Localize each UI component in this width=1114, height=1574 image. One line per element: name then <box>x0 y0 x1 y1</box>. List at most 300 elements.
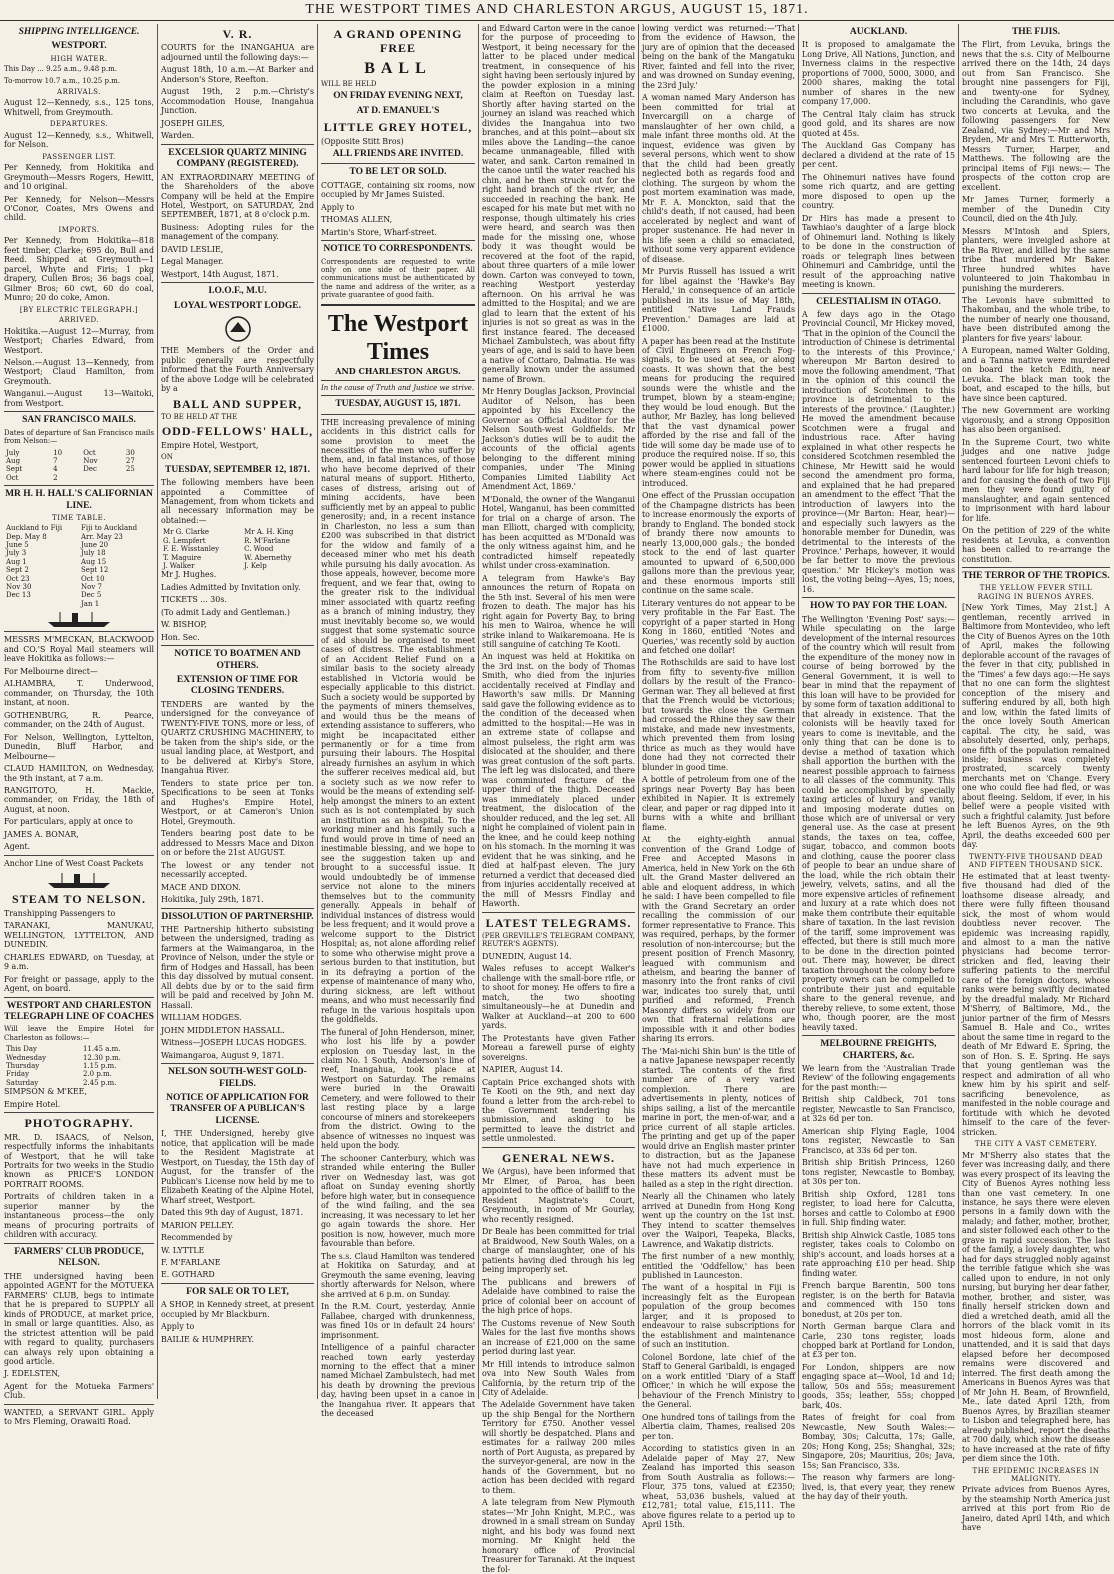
section-heading: THE TERROR OF THE TROPICS. <box>962 571 1110 582</box>
text: Intelligence of a painful character reached town early yesterday morning to the effect that a miner named Michael Zambulstech, had met his death by drowning the previous day, having been upset in a canoe in the Inangahua river. It appears that the deceased <box>321 1343 475 1419</box>
text: The first number of a new monthly, entitled the 'Oddfellow,' has been published in Launceston. <box>642 1252 795 1280</box>
text: (To admit Lady and Gentleman.) <box>161 607 291 617</box>
section-heading: AT D. EMANUEL'S <box>356 105 440 116</box>
table-cell: W. Abernethy <box>244 553 292 562</box>
text: Agent for the Motueka Farmers' Club. <box>4 1381 154 1401</box>
text: Private advices from Buenos Ayres, by the steamship North America just arrived at this port from Rio de Janeiro, dated April 14th, and which have <box>962 1485 1110 1533</box>
section-heading: NOTICE OF APPLICATION FOR TRANSFER OF A PUBLICAN'S LICENSE. <box>166 1093 309 1126</box>
table-row <box>161 562 314 570</box>
table-row <box>4 1062 154 1070</box>
section-heading: NOTICE TO BOATMEN AND OTHERS. <box>174 649 301 671</box>
section-heading: NELSON SOUTH-WEST GOLD-FIELDS. <box>168 1067 307 1089</box>
table-cell: T. Maguire <box>163 553 202 562</box>
text: A woman named Mary Anderson has been committed for trial at Invercargill on a charge of manslaughter of her own child, a male infant three months old. At the inquest, evidence was given by several persons, which went to show that the child had been greatly neglected both as regards food and clothing. The surgeon by whom the post mortem examination was made, Mr F. A. Monckton, said that the child's death, if not caused, had been accelerated by neglect and want of proper sustenance. He had never in his life seen a child so emaciated, without some very apparent evidence of disease. <box>642 93 795 264</box>
subheading: PASSENGER LIST. <box>42 152 116 161</box>
section-heading: TO BE LET OR SOLD. <box>349 167 447 178</box>
text: JOHN MIDDLETON HASSALL. <box>161 1025 285 1035</box>
divider <box>802 597 955 598</box>
section-heading: CELESTIALISM IN OTAGO. <box>816 296 941 307</box>
divider <box>161 144 314 145</box>
divider <box>321 414 475 415</box>
table-row <box>4 449 154 457</box>
subheading: TWENTY-FIVE THOUSAND DEAD AND FIFTEEN THOUSAND SICK. <box>968 852 1104 870</box>
subheading: HIGH WATER. <box>50 54 108 63</box>
table-row <box>4 533 154 541</box>
section-heading: TUESDAY, SEPTEMBER 12, 1871. <box>164 464 310 475</box>
section-heading: SAN FRANCISCO MAILS. <box>22 415 136 426</box>
text: Mr J. Hughes. <box>161 570 217 580</box>
text: An inquest was held at Hokitika on the 3rd inst. on the body of Thomas Smith, who died from the injuries accidentally received at Findlay and Haworth's saw mills. Dr Manning said gave the following evidence as to the condition of the deceased when admitted to the hospital:—He was in an extreme state of collapse and almost pulseless, the right arm was dislocated at the shoulder, and there was great contusion of the soft parts. The left leg was dislocated, and there was comminuted fracture of the upper third of the thigh. Deceased was immediately placed under treatment, the dislocation of the shoulder reduced, and the leg set. All night he complained of violent pain in the knee, and he could keep nothing on his stomach. In the morning it was evident that he was sinking, and he died at half-past eleven. The jury returned a verdict that deceased died from injuries accidentally received at the mill of Messrs Findlay and Haworth. <box>482 652 635 909</box>
text: Captain Price exchanged shots with Te Kooti on the 9th, and next day found a letter from the arch-rebel to the Government tendering his submission, and asking to be permitted to leave the district and settle unmolested. <box>482 1077 635 1144</box>
lodge-emblem-icon <box>218 314 258 344</box>
text: Dr Beale has been committed for trial at Braidwood, New South Wales, on a charge of manslaughter, one of his patients having died through his leg being improperly set. <box>482 1227 635 1275</box>
table-row <box>4 1079 154 1087</box>
table-row <box>161 545 314 553</box>
text: August 12—Kennedy, s.s., Whitwell, for Nelson. <box>4 130 154 150</box>
text: August 19th, 2 p.m.—Christy's Accommodation House, Inangahua Junction. <box>161 87 314 116</box>
text: (PER GREVILLE'S TELEGRAM COMPANY, REUTER'S AGENTS). <box>482 931 635 949</box>
table-cell: J. Kelp <box>244 562 267 570</box>
section-heading: EXTENSION OF TIME FOR CLOSING TENDERS. <box>176 675 299 697</box>
text: THE Members of the Order and public generally are respectfully informed that the Fourth Anniversary of the above Lodge will be celebrated by a <box>161 346 314 394</box>
table-cell: Oct <box>6 473 19 482</box>
text: Per Kennedy, from Hokitika—818 feet timber, Clarke; 695 do, Bull and Reed. Shipped at Greymouth—1 parcel, Whyte and Firis; 1 pkg drapery, Cullen Bros; 36 bags coal, Gilmer Bros; 60 cwt, 60 do coal, Munro; 20 do coke, Amon. <box>4 236 154 303</box>
banner-subtitle: AND CHARLESTON ARGUS. <box>335 366 461 377</box>
section-heading: THE FIJIS. <box>1011 27 1061 37</box>
text: Hon. Sec. <box>161 632 200 642</box>
table-row <box>4 524 154 532</box>
text: I, THE Undersigned, hereby give notice, that application will be made to the Resident Magistrate at Westport, on Tuesday, the 15th day of August, for the transfer of the Publican's License now held by me to Elizabeth Keating of the Alpine Hotel, Wharf street, Westport. <box>161 1129 314 1205</box>
divider <box>962 567 1110 568</box>
table-row <box>4 1045 154 1053</box>
text: THOMAS ALLEN, <box>321 215 393 225</box>
divider <box>802 293 955 294</box>
text: The publicans and brewers of Adelaide have combined to raise the price of colonial beer on account of the high price of hops. <box>482 1277 635 1316</box>
text: Dr Hirs has made a present to Tawhiao's daughter of a large block of Ohinemuri land. Nothing is likely to be done in the construction of roads or telegraph lines between Ohinemuri and Cambridge, until the result of the approaching native meeting is known. <box>802 213 955 290</box>
section-heading: LITTLE GREY HOTEL, <box>323 120 473 135</box>
section-heading: FARMERS' CLUB PRODUCE, NELSON. <box>14 1246 144 1269</box>
table-cell: Dec 13 <box>6 591 31 600</box>
text: The Levonis have submitted to Thakombau, and the whole tribe, to the number of nearly one thousand, have been distributed among the planters for five years' labour. <box>962 295 1110 343</box>
divider <box>4 411 154 412</box>
table-row <box>4 558 154 566</box>
table-cell <box>81 474 124 482</box>
text: Legal Manager. <box>161 257 224 267</box>
text: British ship Caldbeck, 701 tons register, Newcastle to San Francisco, at 32s 6d per ton. <box>802 1095 955 1124</box>
table-cell: 1.15 p.m. <box>82 1062 117 1070</box>
text: Wales refuses to accept Walker's challenge with the small-bore rifle, or to shoot for money. He offers to fire a match, the two shooting simultaneously—he at Dunedin and Walker at Auckland—at 200 to 600 yards. <box>482 964 635 1031</box>
text: For London, shippers are now engaging space at—Wool, 1d and 1d; tallow, 50s and 55s; measurement goods, 35s; leather, 55s; chopped bark, 40s. <box>802 1362 955 1410</box>
table-cell: Aug 1 <box>6 557 27 566</box>
text: CHARLES EDWARD, on Tuesday, at 9 a.m. <box>4 952 154 972</box>
divider <box>482 912 635 913</box>
text: We (Argus), have been informed that Mr Elmer, of Paroa, has been appointed to the office of bailiff to the Resident Magistrate's Court, Greymouth, in room of Mr Gourlay, who recently resigned. <box>482 1167 635 1224</box>
text: A late telegram from New Plymouth states—'Mr John Knight, M.P.C., was drowned in a small stream on Sunday night, and his body was found next morning. Mr Knight held the honorary office of Provincial Treasurer for Taranaki. At the inquest the fol- <box>482 1498 635 1574</box>
text: One effect of the Prussian occupation of the Champagne districts has been to increase enormously the exports of brandy to England. The bonded stock of brandy there now amounts to nearly 13,000,000 gals.; the bonded stock to the end of last quarter amounted to upward of 6,500,000 gallons more than the previous year, and these enormous imports still continue on the same scale. <box>642 491 795 596</box>
section-heading: FOR SALE OR TO LET, <box>186 1286 289 1297</box>
text: Apply to <box>161 1322 195 1332</box>
text: TO BE HELD AT THE <box>161 412 238 421</box>
table-cell: Sept 12 <box>81 566 109 575</box>
text: SIMPSON & M'KEE, <box>4 1087 87 1097</box>
table-row <box>4 1054 154 1062</box>
section-heading: ALL FRIENDS ARE INVITED. <box>332 149 464 160</box>
table-cell: July 3 <box>6 549 27 558</box>
text: Agent. <box>4 842 31 852</box>
divider <box>161 1063 314 1064</box>
text: The Ohinemuri natives have found some rich quartz, and are getting more disposed to open up the country. <box>802 172 955 211</box>
text: The Customs revenue of New South Wales for the last five months shows an increase of £21,000 on the same period during last year. <box>482 1318 635 1357</box>
text: American ship Flying Eagle, 1004 tons register, Newcastle to San Francisco, at 33s 6d per ton. <box>802 1126 955 1155</box>
text: French barque Barentin, 500 tons register, is on the berth for Batavia and commenced with 150 tons bonedust, at 20s per ton. <box>802 1281 955 1319</box>
text: Nelson.—August 13—Kennedy, from Westport; Claud Hamilton, from Greymouth. <box>4 357 154 386</box>
text: Colonel Bordone, late chief of the Staff to General Garibaldi, is engaged on a work entitled 'Diary of a Staff Officer,' in which he will expose the behaviour of the French Ministry to the General. <box>642 1352 795 1410</box>
section-heading: GENERAL NEWS. <box>501 1150 616 1165</box>
table-cell: Oct 23 <box>6 574 30 583</box>
text: NAPIER, August 14. <box>482 1065 563 1075</box>
text: JAMES A. BONAR, <box>4 829 79 839</box>
divider <box>321 395 475 396</box>
text: MARION PELLEY. <box>161 1220 234 1230</box>
table-cell: 25 <box>125 465 135 474</box>
text: August 18th, 10 a.m.—At Barker and Anderson's Store, Reefton. <box>161 65 314 84</box>
table-cell: Arr. May 23 <box>81 532 123 541</box>
committee-table <box>161 528 314 570</box>
text: The 'Mai-nichi Shin bun' is the title of a native Japanese newspaper recently started. The contents of the first number are of a very varied complexion. There are advertisements in plenty, notices of ships sailing, a list of the mercantile marine in port, the men-of-war, and a price current of all staple articles. The printing and get up of the paper would drive an English master printer to distraction, but as the Japanese have not had much experience in these matters its advent must be hailed as a step in the right direction. <box>642 1046 795 1189</box>
subheading: THE CITY A VAST CEMETERY. <box>974 1140 1098 1149</box>
text: DUNEDIN, August 14. <box>482 951 572 961</box>
text: Will leave the Empire Hotel for Charleston as follows:— <box>4 1025 154 1042</box>
section-heading: NOTICE TO CORRESPONDENTS. <box>323 244 473 255</box>
table-cell: July 18 <box>81 549 106 558</box>
text: Correspondents are requested to write only on one side of their paper. All communications must be authenticated by the name and address of the writer, as a private guarantee of good faith. <box>321 257 475 300</box>
section-heading: DISSOLUTION OF PARTNERSHIP. <box>161 911 314 922</box>
table-cell: This Day <box>6 1045 37 1054</box>
column-rule <box>958 24 959 1399</box>
text: TICKETS ... 30s. <box>161 595 227 605</box>
table-row <box>4 457 154 465</box>
steamship-icon <box>44 871 114 889</box>
divider <box>802 1035 955 1036</box>
text: This Day ... 9.25 a.m., 9.48 p.m. <box>4 65 118 74</box>
text: (Opposite Stitt Bros) <box>321 136 404 146</box>
text: Recommended by <box>161 1233 233 1243</box>
text: For freight or passage, apply to the Agent, on board. <box>4 974 154 994</box>
text: MACE AND DIXON. <box>161 882 241 892</box>
divider <box>4 485 154 486</box>
divider <box>482 1147 635 1148</box>
text: Empire Hotel, Westport, <box>161 440 259 450</box>
divider <box>4 1243 154 1244</box>
text: British ship Alnwick Castle, 1085 tons register, takes coals to Colombo on ship's account, and loads horses at a rate approaching £10 per head. Ship finding water. <box>802 1230 955 1278</box>
table-cell: 11.45 a.m. <box>82 1045 121 1054</box>
text: W. BISHOP, <box>161 620 207 630</box>
text: WILL BE HELD <box>321 79 377 88</box>
column-rule <box>478 24 479 1399</box>
section-heading: ODD-FELLOWS' HALL, <box>161 424 314 439</box>
section-heading: SHIPPING INTELLIGENCE. <box>18 27 140 37</box>
table-cell: July <box>6 448 20 457</box>
text: COURTS for the INANGAHUA are adjourned until the following days:— <box>161 43 314 62</box>
text: The Auckland Gas Company has declared a dividend at the rate of 15 per cent. <box>802 141 955 170</box>
text: RANGITOTO, H. Mackie, commander, on Friday, the 18th of August, at noon. <box>4 786 154 814</box>
text: and Edward Carton were in the canoe for the purpose of proceeding to Westport, it being necessary for the latter to be placed under medical treatment, in consequence of his sight having been seriously injured by the powder explosion in a mining claim at Reefton on Tuesday last. Shortly after having started on the journey an island was reached which divides the Inangahua into two branches, and at this point—about six miles above the Landing—the canoe became unmanageable, filled with water, and sank. Carton remained in the canoe until the water reached his chin, and he then struck out for the right hand branch of the river, and succeeded in reaching the bank. He escaped for his mate but met with no response, though ultimately his cries were heard, and search was then made for the missing one, whose body it was thought would be recovered at the foot of the rapid, about three quarters of a mile lower down. Carton was conveyed to town, reaching Westport yesterday afternoon. On his arrival he was admitted to the Hospital; and we are glad to learn that the extent of his injuries is not so great as was in the first instance feared. The deceased Michael Zambulstech, was about fifty years of age, and is said to have been a native of Cottaro, Dalmatia. He was generally known under the assumed name of Brown. <box>482 24 635 384</box>
coach-table <box>4 1045 154 1087</box>
text: Per Kennedy, from Hokitika and Greymouth—Messrs Rogers, Hewitt, and 10 original. <box>4 163 154 192</box>
text: ALHAMBRA, T. Underwood, commander, on Thursday, the 10th instant, at noon. <box>4 679 154 708</box>
column-rule <box>798 24 799 1399</box>
table-row <box>4 465 154 473</box>
table-row <box>4 575 154 583</box>
table-cell: Mr G. Clarke <box>163 528 210 537</box>
table-cell: Sept <box>6 465 23 474</box>
text: ON <box>161 453 173 462</box>
divider <box>321 240 475 241</box>
table-cell: June 20 <box>81 541 109 550</box>
text: The Adelaide Government have taken up the ship Bengal for the Northern Territory for £750. Another vessel will shortly be despatched. Plans and estimates for a railway 200 miles north of Port Augusta, as prepared by the surveyor-general, are now in the hands of the Government, but no action has been decided with regard to them. <box>482 1400 635 1495</box>
text: A bottle of petroleum from one of the springs near Poverty Bay has been exhibited in Napier. It is extremely clear, and paper or rag dipped into it burns with a white and brilliant flame. <box>642 775 795 832</box>
sf-mail-table <box>4 449 154 483</box>
text: A SHOP, in Kennedy street, at present occupied by Mr Blackburn. <box>161 1300 314 1319</box>
text: A few days ago in the Otago Provincial Council, Mr Hickey moved, 'That in the opinion of the Council the introduction of Chinese is detrimental to the interests of this Province,' whereupon Mr Barton desired to move the following amendment, 'That in the opinion of this council the introduction of Scotchmen to this province is detrimental to the interests of the province.' (Laughter.) He moved the amendment because Scotchmen were a frugal and industrious race. After having explained in what other respects he considered Scotchmen resembled the Chinese, Mr Hewitt said he would second the amendment pro forma, and explained that he had prepared an amendment to the effect 'That the introduction of lawyers into the province—(Mr Barton: Hear, hear)—and especially such lawyers as the honorable member for Dunedin, was detrimental to the interests of the Province.' Perhaps, however, it would be far better to move the previous question.' Mr Hickey's motion was lost, the voting being—Ayes, 15; noes, 16. <box>802 309 955 594</box>
text: WILLIAM HODGES. <box>161 1013 242 1023</box>
table-row <box>161 537 314 545</box>
divider <box>321 304 475 306</box>
table-row <box>4 474 154 482</box>
text: Tenders bearing post date to be addressed to Messrs Mace and Dixon on or before the 21st AUGUST. <box>161 829 314 858</box>
table-cell: Auckland to Fiji <box>6 524 63 533</box>
section-heading: I.O.O.F., M.U. <box>208 286 267 297</box>
divider <box>161 282 314 283</box>
text: GOTHENBURG, R. Pearce, commander, on the 24th of August. <box>4 710 154 730</box>
section-heading: MR H. H. HALL'S CALIFORNIAN LINE. <box>5 489 153 511</box>
table-row <box>161 528 314 536</box>
text: Westport, 14th August, 1871. <box>161 269 279 279</box>
column-rule <box>157 24 158 1399</box>
text: AN EXTRAORDINARY MEETING of the Shareholders of the above Company will be held at the Empire Hotel, Westport, on SATURDAY, 2nd SEPTEMBER, 1871, at 8 o'clock p.m. <box>161 172 314 220</box>
text: CLAUD HAMILTON, on Wednesday, the 9th instant, at 7 a.m. <box>4 764 154 783</box>
text: Apply to <box>321 202 355 212</box>
table-cell: Friday <box>6 1070 30 1079</box>
time-table <box>4 524 154 608</box>
table-cell: Jan 1 <box>81 599 100 608</box>
table-cell: Nov <box>83 456 98 465</box>
column-7 <box>962 24 1110 1533</box>
text: COTTAGE, containing six rooms, now occupied by Mr James Suisted. <box>321 180 475 200</box>
text: According to statistics given in an Adelaide paper of May 27, New Zealand has imported this season from South Australia as follows:—Flour, 375 tons, valued at £2350; wheat, 53,036 bushels, valued at £12,781; total value, £15,111. The above figures relate to a period up to April 15th. <box>642 1444 795 1530</box>
text: The Wellington 'Evening Post' says:—While speculating on the large development of the internal resources of the country which will result from the expenditure of the money now in course of being borrowed by the General Government, it is well to bear in mind that the repayment of this loan will have to be provided for by some form of taxation additional to that already in existence. That the colonists will be heavily taxed for years to come is inevitable, and the only thing that can be done is to devise a method of taxation which shall apportion the burthen with the nearest possible approach to fairness to all classes of the community. This could be accomplished by specially taxing articles of luxury and vanity, and imposing moderate duties on those which are of universal or very general use. As the case at present stands, the taxes on tea, coffee, sugar, tobacco, and common boots and clothing, cause the poorer class of people to bear an undue share of the load, while the rich obtain their jewelry, velvets, satins, and all the more expensive articles of refinement and luxury at a rate which does not make them contribute their equitable share of taxation. In the last revision of the tariff, some improvement was effected, but there is still much more to be done in the direction pointed out. There may, however, be direct taxation throughout the colony before property owners can be compelled to contribute their just and equitable share to the general revenue, and thereby relieve, to some extent, those who, though poorer, are the most heavily taxed. <box>802 614 955 1032</box>
subheading: ARRIVED. <box>58 316 100 325</box>
text: The Rothschilds are said to have lost from fifty to seventy-five million dollars by the result of the Franco-German war. They all believed at first that the French would be victorious; but towards the close the German had crossed the Rhine they saw their mistake, and made new investments, which prevented them from losing thrice as much as they would have done had they not corrected their blunder in good time. <box>642 658 795 772</box>
column-5 <box>642 24 795 1530</box>
column-2 <box>161 24 314 1399</box>
section-heading: PHOTOGRAPHY. <box>24 1116 134 1131</box>
text: F. M'FARLANE <box>161 1258 221 1267</box>
text: Nearly all the Chinamen who lately arrived at Dunedin from Hong Kong went up the country on the 1st inst. They intend to scatter themselves over the Waipori, Teapeka, Blacks, Lawrence, and Wakatip districts. <box>642 1192 795 1249</box>
divider <box>161 908 314 909</box>
table-row <box>4 583 154 591</box>
table-cell: Sept 2 <box>6 566 29 575</box>
table-cell: Nov 7 <box>81 583 102 592</box>
table-row <box>4 566 154 574</box>
text: For Nelson, Wellington, Lyttelton, Dunedin, Bluff Harbor, and Melbourne— <box>4 732 154 761</box>
text: Literary ventures do not appear to be very profitable in the Far East. The copyright of a paper started in Hong Kong in 1860, entitled 'Notes and Queries,' was recently sold by auction and fetched one dollar! <box>642 598 795 655</box>
text: Waimangaroa, August 9, 1871. <box>161 1050 285 1060</box>
table-cell: 7 <box>53 456 58 465</box>
text: The schooner Canterbury, which was stranded while entering the Buller river on Wednesday last, was got afloat on Sunday evening shortly before high water, but in consequence of the wind failing, and the sea increasing, it was necessary to let her go again towards the shore. Her position is now, however, much more favourable than before. <box>321 1153 475 1249</box>
column-rule <box>638 24 639 1399</box>
text: W. LYTTLE <box>161 1245 205 1255</box>
subheading: TIME TABLE. <box>52 513 106 522</box>
section-heading: BALL AND SUPPER, <box>172 396 303 411</box>
table-cell: C. Wood <box>244 545 274 554</box>
text: Mr Henry Douglas Jackson, Provincial Auditor of Nelson, has been appointed by his Excellency the Governor as Official Auditor for the Nelson South-west Goldfields. Mr Jackson's duties will be to audit the accounts of the official agents belonging to the different mining companies, under 'The Mining Companies Limited Liability Act Amendment Act, 1869.' <box>482 387 635 492</box>
text: DAVID LESLIE, <box>161 244 224 254</box>
table-row <box>4 1070 154 1078</box>
editorial: THE increasing prevalence of mining accidents in this district calls for some provision to meet the necessities of the men who suffer by them, and, in fatal instances, of those who have become deprived of their natural means of support. Hitherto, cases of distress, arising out of mining accidents, have been sufficiently met by an appeal to public generosity; and, in a recent instance in Charleston, no less a sum than £200 was subscribed in that district for the widow and family of a deceased miner who met his death while pursuing his daily avocation. As those appeals, however, become more frequent, and we fear that, owing to the greater risk to the individual miner associated with quartz reefing as a branch of mining industry, they must inevitably become so, we would suggest that some systematic source of aid should be organised to meet cases of distress. The establishment of an Accident Relief Fund on a similar basis to the society already established in Victoria would be especially applicable to this district. Such a society would be supported by the payments of miners themselves, and would thus be the means of extending assistance to sufferers, who might be incapacitated either permanently or for a time from pursuing their labours. The Hospital already furnishes an asylum in which the sufferer receives medical aid, but a society such as we now refer to would be the means of extending self-help amongst the miners to an extent such as is not contemplated by such an institution as an hospital. To the working miner and his family such a fund would prove in time of need an inestimable blessing, and we hope to see the suggestion taken up and brought to a successful issue. It would undoubtedly be of immense service not alone to the miners themselves but to the community generally. Appeals in behalf of individual instances of distress would be less frequent; and it would prove a welcome support to the District Hospital; as, not alone affording relief to some who otherwise might prove a serious burden to that institution, but in its defraying a portion of the expense of maintenance of many who, during sickness, are left without means, and who must necessarily find refuge in the various hospitals upon the goldfields. <box>321 417 475 1025</box>
text: M'Donald, the owner of the Wanganui Hotel, Wanganui, has been committed for trial on a charge of arson. The man Elliott, charged with complicity, has been acquitted as M'Donald was the only witness against him, and he contradicted himself repeatedly whilst under cross-examination. <box>482 494 635 571</box>
table-cell: G. Lempfert <box>163 536 206 545</box>
section-heading: A GRAND OPENING FREE <box>333 27 463 56</box>
section-heading: HOW TO PAY FOR THE LOAN. <box>810 601 947 612</box>
section-heading: BALL <box>364 59 432 77</box>
column-3 <box>321 24 475 1419</box>
text: Tenders to state price per ton. Specifications to be seen at Tonks and Hughes's Empire Hotel, Westport, or at Cameron's Union Hotel, Greymouth. <box>161 778 314 826</box>
table-cell: Saturday <box>6 1078 39 1087</box>
text: The Central Italy claim has struck good gold, and its shares are now quoted at 45s. <box>802 109 955 138</box>
subheading: DEPARTURES. <box>49 120 109 129</box>
table-row <box>4 549 154 557</box>
text: The Flirt, from Levuka, brings the news that the s.s. City of Melbourne arrived there on the 14th, 24 days out from San Francisco. She brought nine passengers for Fiji, and twenty-one for Sydney, including the Carandinis, who gave two concerts at Levuka, and the following passengers for New Zealand, via Sydney:—Mr and Mrs Bryden, Mr and Mrs T. Rutterworth, Messrs Turner, Harper, and Matthews. The following are the principal items of Fiji news:— The prospects of the cotton crop are excellent. <box>962 40 1110 192</box>
text: J. EDELSTEN, <box>4 1369 60 1379</box>
table-cell: Aug <box>6 456 21 465</box>
table-row <box>4 600 154 608</box>
text: MESSRS M'MECKAN, BLACKWOOD and CO.'S Royal Mail steamers will leave Hokitika as follows:— <box>4 635 154 664</box>
motto: In the cause of Truth and Justice we strive. <box>321 383 475 392</box>
table-cell: Nov 30 <box>6 583 32 592</box>
column-4 <box>482 24 635 1574</box>
table-cell: 10 <box>53 448 63 457</box>
divider <box>321 163 475 164</box>
text: For particulars, apply at once to <box>4 817 133 827</box>
table-cell <box>124 474 154 482</box>
text: MR. D. ISAACS, of Nelson, respectfully informs the inhabitants of Westport, that he will take Portraits for two weeks in the Studio known as PRICE'S LONDON PORTRAIT ROOMS. <box>4 1132 154 1189</box>
subheading: ARRIVALS. <box>57 87 101 96</box>
text: The reason why farmers are long-lived, is, that every year, they renew the hay day of their youth. <box>802 1473 955 1502</box>
section-heading: EXCELSIOR QUARTZ MINING COMPANY (REGISTERED). <box>168 147 307 170</box>
text: lowing verdict was returned:—'That from the evidence of Hawson, the jury are of opinion that the deceased being on the bank of the Mangatuku River, fainted and fell into the river, and was drowned on Sunday evening, the 23rd July.' <box>642 24 795 90</box>
table-cell: 12.30 p.m. <box>82 1053 121 1062</box>
table-cell: F. E. Wisstanley <box>163 545 220 554</box>
issue-date: TUESDAY, AUGUST 15, 1871. <box>335 399 461 410</box>
table-cell: Thursday <box>6 1062 40 1070</box>
table-cell: June 5 <box>6 541 29 550</box>
text: We learn from the 'Australian Trade Review' of the following engagements for the past month:— <box>802 1063 955 1092</box>
text: JOSEPH GILES, <box>161 118 225 128</box>
text: Anchor Line of West Coast Packets <box>4 858 144 868</box>
text: In the R.M. Court, yesterday, Annie Fallabee, charged with drunkenness, was fined 10s or in default 24 hours' imprisonment. <box>321 1302 475 1340</box>
table-cell: J. Walker <box>163 562 195 570</box>
text: Hokitika, July 29th, 1871. <box>161 895 264 905</box>
text: [New York Times, May 21st.] A gentleman, recently arrived in Baltimore from Montevideo, who left the City of Buenos Ayres on the 10th of April, makes the following deplorable account of the ravages of the fever in that city, published in the 'Times' a few days ago:—He says that no one can form the slightest conception of the misery and suffering endured by all, both high and low, within the fated limits of the once lovely South American capital. The city, he said, was absolutely deserted, only, perhaps, one fifth of the population remained inside; business was completely prostrated, scarcely twenty merchants met on 'Change. Every one who could flee had fled, or was about fleeing. Seldom, if ever, in his belief were a people visited with such a frightful calamity. Just before he left Buenos Ayres, on the 9th April, the deaths exceeded 600 per day. <box>962 603 1110 850</box>
table-cell: Aug 15 <box>81 557 107 566</box>
table-cell: 27 <box>125 456 135 465</box>
text: North German barque Clara and Carle, 230 tons register, loads chopped bark at Portland for London, at £3 per ton. <box>802 1322 955 1360</box>
text: It is proposed to amalgamate the Long Drive, All Nations, Junction, and Inverness claims in the respective proportions of 7000, 5000, 3000, and 2000 shares, making the total number of shares in the new company 17,000. <box>802 40 955 107</box>
subheading: [BY ELECTRIC TELEGRAPH.] <box>19 305 139 314</box>
text: Mr James Turner, formerly a member of the Dunedin City Council, died on the 4th July. <box>962 195 1110 224</box>
text: The s.s. Claud Hamilton was tendered at Hokitika on Saturday, and at Greymouth the same evening, leaving shortly afterwards for Nelson, where she arrived at 6 p.m. on Sunday. <box>321 1251 475 1299</box>
text: THE undersigned having been appointed AGENT for the MOTUEKA FARMERS' CLUB, begs to intimate that he is prepared to SUPPLY all kinds of PRODUCE, at market price, in small or large quantities. Also, as the strictest attention will be paid with regard to quality, purchasers can always rely upon obtaining a good article. <box>4 1271 154 1366</box>
divider <box>4 1112 154 1113</box>
subheading: THE EPIDEMIC INCREASES IN MALIGNITY. <box>972 1466 1100 1483</box>
text: Dates of departure of San Francisco mails from Nelson:— <box>4 428 154 446</box>
text: The lowest or any tender not necessarily accepted. <box>161 860 314 880</box>
text: Ladies Admitted by Invitation only. <box>161 582 301 592</box>
steamship-icon <box>44 610 114 628</box>
table-cell: Dec <box>83 465 97 474</box>
text: One hundred tons of tailings from the Albertia claim, Thames, realised 20s per ton. <box>642 1412 795 1441</box>
text: To-morrow 10.7 a.m., 10.25 p.m. <box>4 76 121 85</box>
table-cell: Mr A. H. King <box>244 528 294 537</box>
text: He estimated that at least twenty-five thousand had died of the loathsome disease already, and there were fully fifteen thousand sick, the most of whom would doubtless never recover. The epidemic was increasing rapidly, and almost to a man the native physicians had become terror-stricken and fled, leaving their suffering patients to the merciful care of the foreign doctors, whose ranks were being swiftly decimated by the dreadful malady. Mr Richard M'Sherry, of Baltimore, Md., the junior partner of the firm of Messrs Samuel B. Hale and Co., writes about the same time in regard to the death of Mr Edward E. Spring, the son of Hon. S. E. Spring. He says that young gentleman was the respect and admiration of all who knew him by his spirit and self-sacrificing benevolence, as manifested in the noble courage and fortitude with which he devoted himself to the care of the fever-stricken. <box>962 871 1110 1137</box>
table-cell: 2.0 p.m. <box>82 1070 112 1079</box>
text: The new Government are working vigorously, and a strong Opposition has also been organised. <box>962 406 1110 435</box>
divider <box>321 380 475 381</box>
text: British ship British Princess, 1260 tons register, Newcastle to Bombay, at 30s per ton. <box>802 1158 955 1187</box>
table-cell: R. M'Farlane <box>244 536 290 545</box>
text: The following members have been appointed a Committee of Management, from whom tickets and all necessary information may be obtained:— <box>161 478 314 525</box>
section-heading: AUCKLAND. <box>849 27 908 37</box>
table-cell: 30 <box>125 448 135 457</box>
text: BAILIE & HUMPHREY. <box>161 1334 254 1344</box>
text: A European, named Walter Golding, and a Tanna native were murdered on board the ketch Edith, near Levuka. The black man took the boat, and escaped to the hills, but have since been captured. <box>962 346 1110 403</box>
table-row <box>4 541 154 549</box>
text: Mr Purvis Russell has issued a writ for libel against the 'Hawke's Bay Herald,' in consequence of an article published in its issue of May 18th, entitled 'Native Land Frauds Prevention.' Damages are laid at £1000. <box>642 267 795 334</box>
text: August 12—Kennedy, s.s., 125 tons, Whitwell, from Greymouth. <box>4 98 154 117</box>
text: Messrs M'Intosh and Spiers, planters, were inveigled ashore at the Ba River, and killed by the same tribe that murdered Mr Baker. Three hundred whites have volunteered to join Thakombau in punishing the murderers. <box>962 226 1110 293</box>
table-cell: Oct 10 <box>81 574 105 583</box>
table-cell: Dec 5 <box>81 591 102 600</box>
masthead-title: THE WESTPORT TIMES AND CHARLESTON ARGUS, AUGUST 15, 1871. <box>305 2 809 17</box>
text: Hokitika.—August 12—Murray, from Westport; Charles Edward, from Westport. <box>4 326 154 355</box>
text: The funeral of John Henderson, miner, who lost his life by a powder explosion on Tuesday last, in the claim No. 1 South, Anderson's line of reef, Inangahua, took place at Westport on Saturday. The remains were buried in the Orawaiti Cemetery, and were followed to their last resting place by a large concourse of miners and storekeepers from the district. Owing to the absence of witnesses no inquest was held upon the body. <box>321 1027 475 1151</box>
text: Per Kennedy, for Nelson—Messrs O'Conor, Coates, Mrs Owens and child. <box>4 194 154 223</box>
subheading: THE YELLOW FEVER STILL RAGING IN BUENOS AYRES. <box>977 584 1095 601</box>
table-cell: 2.45 p.m. <box>82 1078 117 1087</box>
text: Witness—JOSEPH LUCAS HODGES. <box>161 1038 307 1048</box>
text: Portraits of children taken in a superior manner by the instantaneous process—the only means of procuring portraits of children with accuracy. <box>4 1192 154 1240</box>
text: Empire Hotel. <box>4 1099 61 1109</box>
text: Mr Hill intends to introduce salmon ova into New South Wales from California, by the return trip of the City of Adelaide. <box>482 1359 635 1397</box>
masthead <box>0 0 1114 21</box>
text: Rates of freight for coal from Newcastle, New South Wales:—Bombay, 30s; Calcutta, 17s; Galle, 20s; Hong Kong, 25s; Shanghai, 32s; Singapore, 20s; Mauritius, 20s; Java, 15s; San Francisco, 33s. <box>802 1413 955 1470</box>
text: Warden. <box>161 131 195 141</box>
text: Dated this 9th day of August, 1871. <box>161 1208 304 1218</box>
text: British ship Oxford, 1281 tons register, to load here for Calcutta, horses and cattle to Colombo at £900 in full. Ship finding water. <box>802 1189 955 1228</box>
section-heading: WESTPORT. <box>51 41 107 52</box>
section-heading: ON FRIDAY EVENING NEXT, <box>333 91 463 102</box>
text: TARANAKI, MANUKAU, WELLINGTON, LYTTELTON, AND DUNEDIN. <box>4 921 154 950</box>
divider <box>161 645 314 646</box>
table-cell: Dep. May 8 <box>6 532 47 541</box>
text: TENDERS are wanted by the undersigned for the conveyance of TWENTY-FIVE TONS, more or less, of QUARTZ CRUSHING MACHINERY, to be taken from the ship's side, or the usual landing place, at Westport, and to be delivered at Kirby's Store, Inangahua River. <box>161 699 314 776</box>
divider <box>4 997 154 998</box>
text: In the Supreme Court, two white judges and one native judge sentenced fourteen Levoni chiefs to hard labour for life for high treason; and for causing the death of two Fiji men they were found guilty of manslaughter, and again sentenced to imprisonment with hard labour for life. <box>962 437 1110 523</box>
section-heading: WESTPORT AND CHARLESTON TELEGRAPH LINE OF COACHES <box>4 1000 154 1023</box>
divider <box>4 1404 154 1405</box>
text: The want of a hospital in Fiji is increasingly felt as the European population of the group becomes larger, and it is proposed to endeavour to raise subscriptions for the establishment and maintenance of such an institution. <box>642 1283 795 1350</box>
